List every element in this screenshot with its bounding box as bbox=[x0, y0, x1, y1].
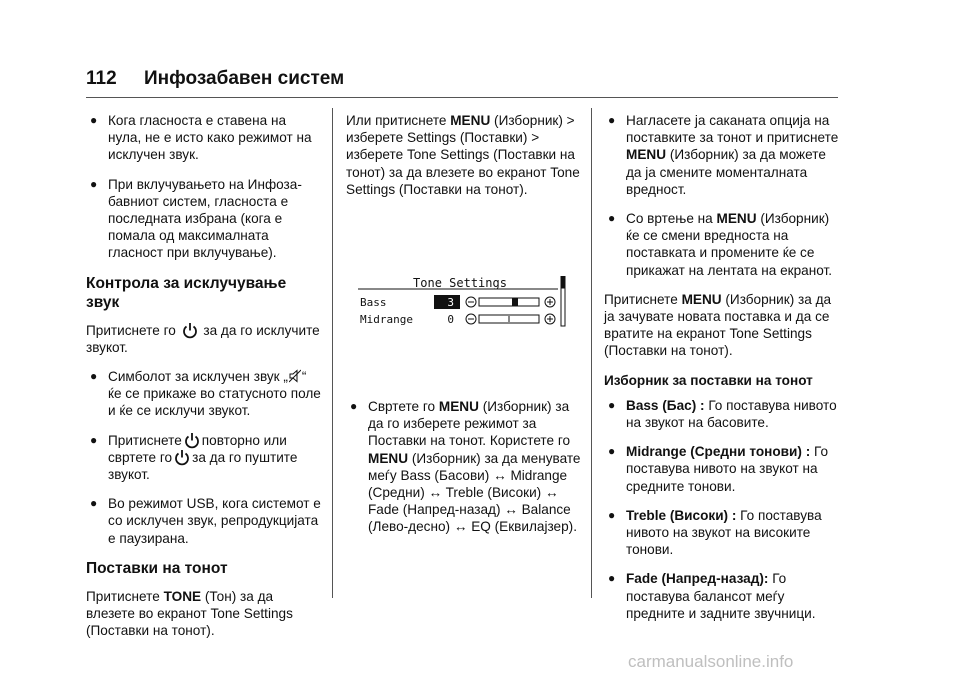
bullet-icon: ● bbox=[350, 399, 358, 413]
screen-title: Tone Settings bbox=[413, 276, 507, 290]
tone-settings-display bbox=[358, 276, 568, 328]
plus-icon bbox=[545, 314, 555, 324]
watermark: carmanualsonline.info bbox=[628, 652, 794, 671]
list-item: ● Bass (Бас) : Го поставува нивото на звукот на басовите. bbox=[604, 397, 840, 431]
column-divider-1 bbox=[332, 108, 333, 598]
column-divider-2 bbox=[591, 108, 592, 598]
mute-icon bbox=[289, 369, 301, 383]
menu-paragraph: Или притиснете MENU (Изборник) > изберете Settings (Поставки) > изберете Tone Settings (Поставки на тонот) за да влезете во екранот Tone Settings (Поставки на тонот). bbox=[346, 113, 580, 197]
list-item: ● Свртете го MENU (Изборник) за да го изберете режимот за Поставки на тонот. Користете го MENU (Изборник) за да менувате меѓу Bass (Басови) ↔ Midrange (Средни) ↔ Treble (Високи) ↔ Fade (Напред-назад) ↔ Balance (Лево-десно) ↔ EQ (Еквилајзер). bbox=[346, 398, 582, 536]
list-item: ● Кога гласноста е ставена на нула, не е исто како режимот на исклучен звук. bbox=[86, 112, 322, 164]
list-item: ● Нагласете ја саканата опција на поставките за тонот и притиснете MENU (Изборник) за да можете да ја смените моменталната вредност. bbox=[604, 112, 840, 198]
power-icon bbox=[174, 449, 190, 466]
save-paragraph: Притиснете MENU (Изборник) за да ја зачувате новата поставка и да се вратите на екранот Tone Settings (Поставки на тонот). bbox=[604, 291, 832, 359]
column-3 bbox=[604, 112, 840, 634]
page-number: 112 bbox=[86, 68, 117, 89]
bullet-icon: ● bbox=[608, 211, 616, 226]
list-item: ● Со вртење на MENU (Изборник) ќе се смени вредноста на поставката и промените ќе се прикажат на лентата на екранот. bbox=[604, 210, 840, 279]
list-item: ● Midrange (Средни тонови) : Го поставува нивото на звукот на средните тонови. bbox=[604, 443, 840, 495]
bass-slider-track bbox=[479, 298, 539, 306]
list-item: ● Fade (Напред-назад): Го поставува балансот меѓу предните и задните звучници. bbox=[604, 570, 840, 622]
bullet-icon: ● bbox=[608, 571, 616, 586]
column-2 bbox=[346, 112, 582, 210]
minus-icon bbox=[466, 297, 476, 307]
tone-paragraph: Притиснете TONE (Тон) за да влезете во екранот Tone Settings (Поставки на тонот). bbox=[86, 588, 293, 639]
page-title: Инфозабавен систем bbox=[144, 68, 345, 89]
bullet-icon: ● bbox=[608, 444, 616, 459]
bullet-icon: ● bbox=[90, 113, 98, 127]
list-item: ● При вклучувањето на Инфоза-бавниот систем, гласноста е последната избрана (кога е помала од максималната гласност при вклучување). bbox=[86, 176, 322, 262]
section-heading-mute: Контрола за исклучување звук bbox=[86, 274, 287, 311]
minus-icon bbox=[466, 314, 476, 324]
plus-icon bbox=[545, 297, 555, 307]
tone-settings-screen bbox=[358, 276, 568, 328]
bullet-icon: ● bbox=[608, 507, 616, 522]
tone-menu-heading: Изборник за поставки на тонот bbox=[604, 372, 813, 388]
column-2-lower bbox=[346, 398, 582, 548]
section-heading-tone: Поставки на тонот bbox=[86, 559, 228, 577]
list-item: ● Treble (Високи) : Го поставува нивото на звукот на високите тонови. bbox=[604, 507, 840, 559]
bullet-icon: ● bbox=[608, 113, 616, 127]
bullet-icon: ● bbox=[90, 432, 98, 447]
mute-paragraph: Притиснете го за да го исклучите звукот. bbox=[86, 322, 320, 355]
bass-value: 3 bbox=[447, 296, 454, 309]
column-1 bbox=[86, 112, 322, 651]
list-item: ● Во режимот USB, кога системот е со исклучен звук, репродукцијата е паузирана. bbox=[86, 495, 322, 547]
bullet-icon: ● bbox=[90, 496, 98, 511]
list-item: ● Притиснете повторно или свртете го за да го пуштите звукот. bbox=[86, 432, 322, 484]
list-item: ● Симболот за исклучен звук „ “ ќе се прикаже во статусното поле и ќе се исклучи звукот. bbox=[86, 368, 322, 420]
bass-slider-knob bbox=[512, 298, 518, 306]
bullet-icon: ● bbox=[608, 397, 616, 412]
power-icon bbox=[182, 322, 198, 339]
power-icon bbox=[184, 432, 200, 449]
header-divider bbox=[86, 97, 838, 98]
bullet-icon: ● bbox=[90, 176, 98, 191]
page-header bbox=[86, 68, 838, 98]
bass-label: Bass bbox=[360, 296, 387, 309]
bullet-icon: ● bbox=[90, 369, 98, 384]
midrange-label: Midrange bbox=[360, 313, 413, 326]
midrange-value: 0 bbox=[447, 313, 454, 326]
midrange-slider-knob bbox=[509, 316, 510, 322]
